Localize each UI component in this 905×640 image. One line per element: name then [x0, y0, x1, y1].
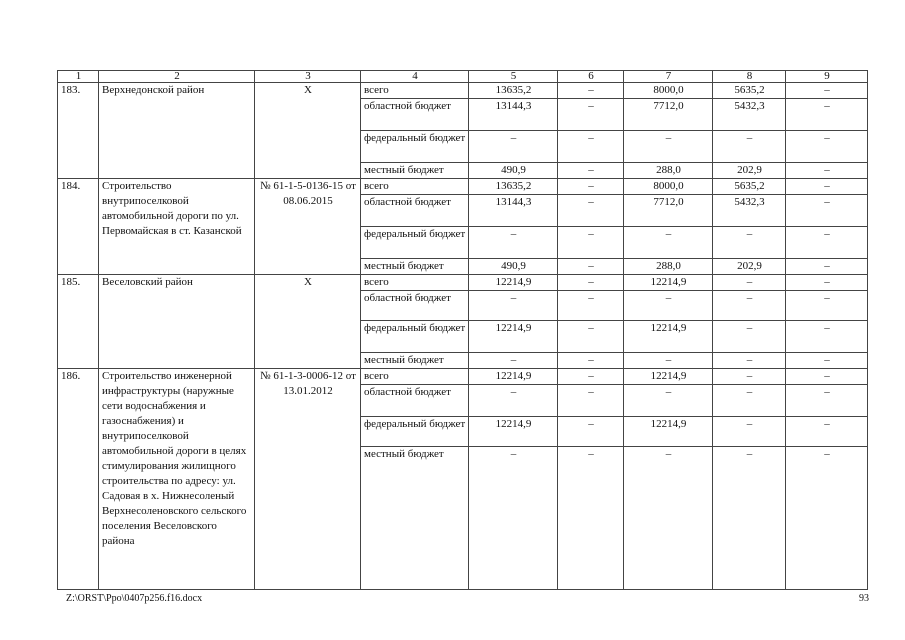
funding-source-label: местный бюджет: [361, 163, 469, 179]
value-cell-c5: 490,9: [469, 163, 558, 179]
funding-source-label: местный бюджет: [361, 259, 469, 275]
value-cell-c7: 8000,0: [624, 179, 713, 195]
value-cell-c6: –: [558, 369, 624, 385]
column-number: 2: [99, 71, 255, 83]
value-cell-c6: –: [558, 131, 624, 163]
value-cell-c9: –: [786, 275, 868, 291]
column-number: 3: [255, 71, 361, 83]
funding-source-label: местный бюджет: [361, 447, 469, 590]
value-cell-c9: –: [786, 447, 868, 590]
value-cell-c8: 202,9: [713, 163, 786, 179]
value-cell-c7: 288,0: [624, 259, 713, 275]
funding-source-label: федеральный бюджет: [361, 417, 469, 447]
entry-code: Х: [255, 83, 361, 179]
value-cell-c9: –: [786, 321, 868, 353]
value-cell-c9: –: [786, 385, 868, 417]
table-row: [58, 179, 868, 195]
funding-source-label: всего: [361, 275, 469, 291]
value-cell-c9: –: [786, 259, 868, 275]
value-cell-c8: –: [713, 227, 786, 259]
value-cell-c9: –: [786, 179, 868, 195]
value-cell-c5: 13635,2: [469, 83, 558, 99]
value-cell-c8: 5432,3: [713, 195, 786, 227]
value-cell-c9: –: [786, 131, 868, 163]
value-cell-c6: –: [558, 353, 624, 369]
value-cell-c9: –: [786, 291, 868, 321]
value-cell-c6: –: [558, 99, 624, 131]
value-cell-c7: 8000,0: [624, 83, 713, 99]
value-cell-c7: –: [624, 353, 713, 369]
value-cell-c5: –: [469, 447, 558, 590]
entry-number: 183.: [58, 83, 99, 179]
value-cell-c6: –: [558, 291, 624, 321]
entry-code: № 61-1-3-0006-12 от 13.01.2012: [255, 369, 361, 590]
value-cell-c7: –: [624, 227, 713, 259]
value-cell-c5: 13144,3: [469, 99, 558, 131]
value-cell-c9: –: [786, 417, 868, 447]
value-cell-c8: –: [713, 131, 786, 163]
table-body: [58, 71, 868, 590]
column-number: 8: [713, 71, 786, 83]
column-number-row: [58, 71, 868, 83]
column-number: 9: [786, 71, 868, 83]
value-cell-c5: 490,9: [469, 259, 558, 275]
value-cell-c8: –: [713, 385, 786, 417]
value-cell-c6: –: [558, 275, 624, 291]
entry-name: Строительство внутрипоселковой автомобильной дороги по ул. Первомайская в ст. Казанской: [99, 179, 255, 275]
entry-code: Х: [255, 275, 361, 369]
table-row: [58, 83, 868, 99]
entry-code: № 61-1-5-0136-15 от 08.06.2015: [255, 179, 361, 275]
value-cell-c7: 12214,9: [624, 275, 713, 291]
value-cell-c6: –: [558, 321, 624, 353]
value-cell-c9: –: [786, 369, 868, 385]
value-cell-c8: 5432,3: [713, 99, 786, 131]
value-cell-c7: 12214,9: [624, 321, 713, 353]
value-cell-c7: 7712,0: [624, 195, 713, 227]
value-cell-c6: –: [558, 163, 624, 179]
value-cell-c8: –: [713, 417, 786, 447]
funding-source-label: федеральный бюджет: [361, 321, 469, 353]
funding-source-label: федеральный бюджет: [361, 227, 469, 259]
value-cell-c7: –: [624, 447, 713, 590]
funding-source-label: областной бюджет: [361, 385, 469, 417]
value-cell-c5: –: [469, 385, 558, 417]
value-cell-c5: –: [469, 227, 558, 259]
value-cell-c8: –: [713, 353, 786, 369]
value-cell-c5: 12214,9: [469, 417, 558, 447]
value-cell-c9: –: [786, 195, 868, 227]
value-cell-c5: 12214,9: [469, 275, 558, 291]
value-cell-c9: –: [786, 163, 868, 179]
footer-page-number: 93: [859, 593, 869, 604]
value-cell-c7: 7712,0: [624, 99, 713, 131]
column-number: 6: [558, 71, 624, 83]
column-number: 7: [624, 71, 713, 83]
value-cell-c7: –: [624, 385, 713, 417]
funding-source-label: всего: [361, 179, 469, 195]
value-cell-c6: –: [558, 83, 624, 99]
value-cell-c8: 5635,2: [713, 179, 786, 195]
value-cell-c9: –: [786, 83, 868, 99]
value-cell-c7: –: [624, 291, 713, 321]
funding-source-label: областной бюджет: [361, 291, 469, 321]
entry-number: 184.: [58, 179, 99, 275]
value-cell-c8: –: [713, 275, 786, 291]
value-cell-c5: –: [469, 131, 558, 163]
value-cell-c8: 5635,2: [713, 83, 786, 99]
value-cell-c6: –: [558, 447, 624, 590]
column-number: 4: [361, 71, 469, 83]
value-cell-c8: –: [713, 447, 786, 590]
value-cell-c5: –: [469, 291, 558, 321]
entry-number: 185.: [58, 275, 99, 369]
value-cell-c8: –: [713, 291, 786, 321]
value-cell-c7: 12214,9: [624, 417, 713, 447]
table-row: [58, 369, 868, 385]
funding-source-label: областной бюджет: [361, 195, 469, 227]
entry-number: 186.: [58, 369, 99, 590]
value-cell-c5: 12214,9: [469, 369, 558, 385]
funding-source-label: всего: [361, 83, 469, 99]
value-cell-c6: –: [558, 417, 624, 447]
value-cell-c8: 202,9: [713, 259, 786, 275]
value-cell-c5: 12214,9: [469, 321, 558, 353]
value-cell-c9: –: [786, 353, 868, 369]
entry-name: Веселовский район: [99, 275, 255, 369]
value-cell-c9: –: [786, 227, 868, 259]
value-cell-c8: –: [713, 321, 786, 353]
footer-file-path: Z:\ORST\Ppo\0407p256.f16.docx: [66, 593, 203, 604]
value-cell-c7: 12214,9: [624, 369, 713, 385]
value-cell-c6: –: [558, 259, 624, 275]
value-cell-c6: –: [558, 385, 624, 417]
column-number: 1: [58, 71, 99, 83]
value-cell-c6: –: [558, 227, 624, 259]
value-cell-c5: 13635,2: [469, 179, 558, 195]
entry-name: Верхнедонской район: [99, 83, 255, 179]
value-cell-c6: –: [558, 179, 624, 195]
funding-source-label: областной бюджет: [361, 99, 469, 131]
column-number: 5: [469, 71, 558, 83]
table-row: [58, 275, 868, 291]
funding-source-label: всего: [361, 369, 469, 385]
funding-source-label: местный бюджет: [361, 353, 469, 369]
value-cell-c9: –: [786, 99, 868, 131]
budget-table: [57, 70, 868, 590]
value-cell-c6: –: [558, 195, 624, 227]
value-cell-c5: –: [469, 353, 558, 369]
value-cell-c7: –: [624, 131, 713, 163]
value-cell-c5: 13144,3: [469, 195, 558, 227]
value-cell-c8: –: [713, 369, 786, 385]
funding-source-label: федеральный бюджет: [361, 131, 469, 163]
entry-name: Строительство инженерной инфраструктуры (наружные сети водоснабжения и газоснабжения) и внутрипоселковой автомобильной дороги в целях стимулирования жилищного строительства по адресу: ул. Садовая в х. Нижнесоленый Верхнесоленовского сельского поселения Веселовского района: [99, 369, 255, 590]
value-cell-c7: 288,0: [624, 163, 713, 179]
